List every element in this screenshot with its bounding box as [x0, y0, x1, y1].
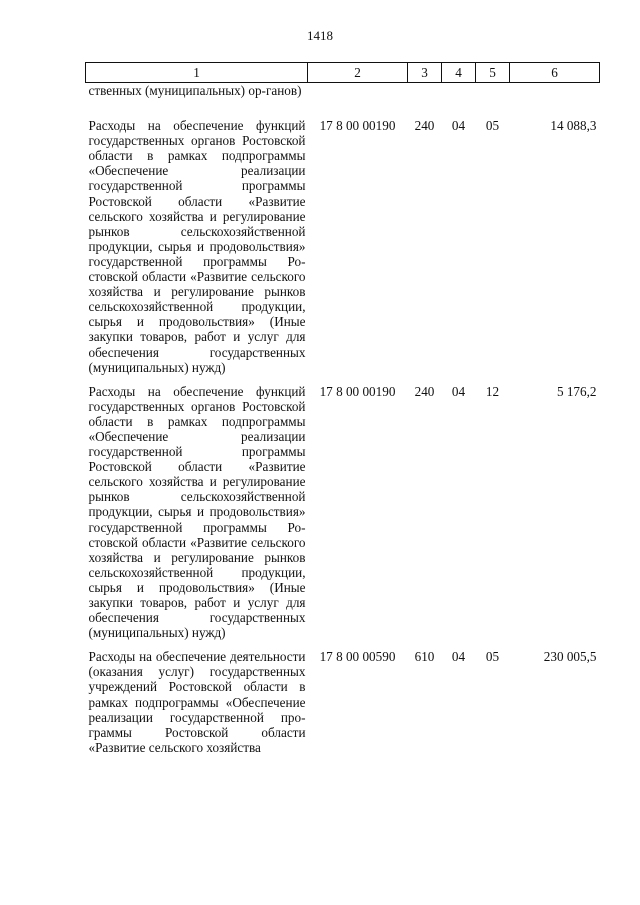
- row-target-code: 17 8 00 00190: [319, 383, 396, 399]
- row-amount: 230 005,5: [543, 649, 597, 665]
- budget-table: [85, 62, 600, 764]
- row-description: Расходы на обеспечение деятельности (оказания услуг) государственных учреждений Ростовской области в рамках подпрограммы «Обеспечение реализации государственной программы Ростовской области «Развитие сельского хозяйства: [88, 649, 306, 755]
- row-subsection: 05: [485, 649, 500, 665]
- header-col-1: 1: [86, 63, 308, 83]
- row-expense-type: 610: [414, 649, 435, 665]
- row-description: Расходы на обеспечение функций государственных органов Ростовской области в рамках подпрограммы «Обеспечение реализации государственной программы Ростовской области «Развитие сельского хозяйства и регулирование рынков сельскохозяйственной продукции, сырья и продовольствия» государственной программы Ростовской области «Развитие сельского хозяйства и регулирование рынков сельскохозяйственной продукции, сырья и продовольствия» (Иные закупки товаров, работ и услуг для обеспечения государственных (муниципальных) нужд): [88, 118, 306, 375]
- row-expense-type: 240: [414, 118, 435, 134]
- continuation-row: [86, 83, 600, 119]
- table-row: [86, 649, 600, 764]
- continuation-description: ственных (муниципальных) ор-ганов): [88, 83, 302, 98]
- row-target-code: 17 8 00 00590: [319, 649, 396, 665]
- header-col-4: 4: [442, 63, 476, 83]
- row-target-code: 17 8 00 00190: [319, 118, 396, 134]
- row-section: 04: [451, 649, 466, 665]
- table-body: [86, 83, 600, 764]
- row-expense-type: 240: [414, 383, 435, 399]
- table-row: [86, 118, 600, 384]
- header-col-6: 6: [510, 63, 600, 83]
- header-col-3: 3: [408, 63, 442, 83]
- row-amount: 5 176,2: [556, 383, 597, 399]
- row-section: 04: [451, 383, 466, 399]
- row-amount: 14 088,3: [550, 118, 597, 134]
- header-col-2: 2: [308, 63, 408, 83]
- table-header: [86, 63, 600, 83]
- header-col-5: 5: [476, 63, 510, 83]
- row-subsection: 05: [485, 118, 500, 134]
- row-section: 04: [451, 118, 466, 134]
- header-row: [86, 63, 600, 83]
- row-subsection: 12: [485, 383, 500, 399]
- row-description: Расходы на обеспечение функций государственных органов Ростовской области в рамках подпрограммы «Обеспечение реализации государственной программы Ростовской области «Развитие сельского хозяйства и регулирование рынков сельскохозяйственной продукции, сырья и продовольствия» государственной программы Ростовской области «Развитие сельского хозяйства и регулирование рынков сельскохозяйственной продукции, сырья и продовольствия» (Иные закупки товаров, работ и услуг для обеспечения государственных (муниципальных) нужд): [88, 383, 306, 641]
- table-row: [86, 384, 600, 650]
- page-number: 1418: [307, 28, 333, 43]
